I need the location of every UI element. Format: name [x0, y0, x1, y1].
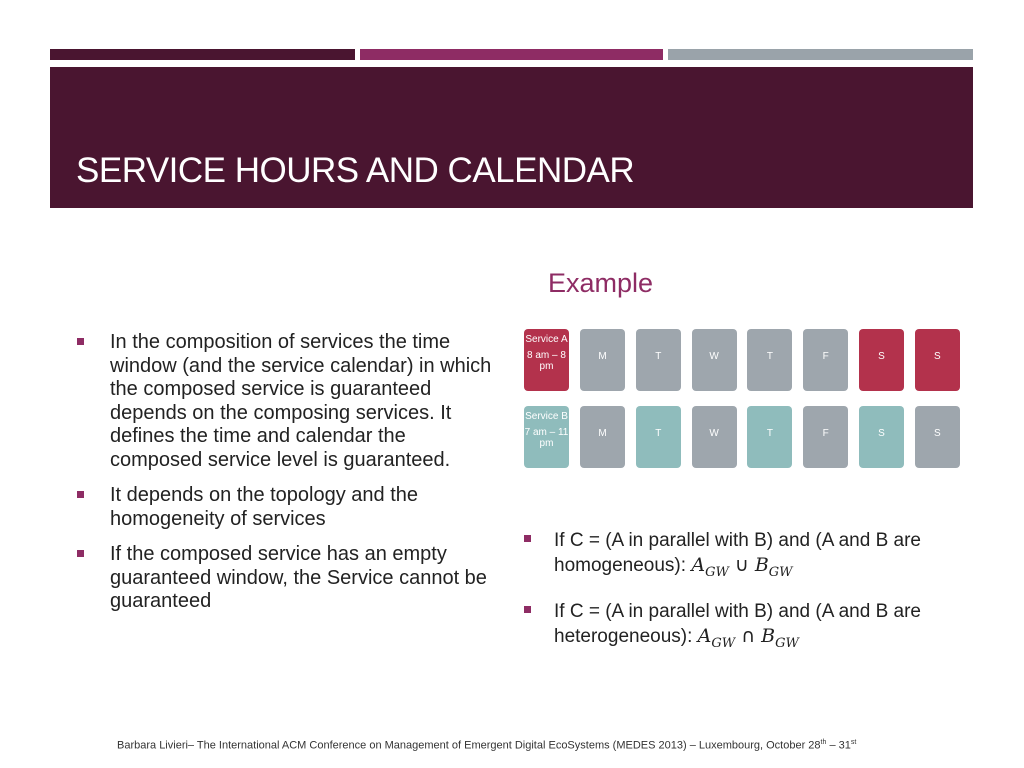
square-bullet-icon	[77, 491, 84, 498]
bullet-text: If the composed service has an empty guaranteed window, the Service cannot be guaranteed	[110, 543, 487, 612]
day-cell: W	[692, 329, 737, 391]
footer-citation: Barbara Livieri– The International ACM Conference on Management of Emergent Digital EcoSystems (MEDES 2013) – Luxembourg, October 28th – 31st	[117, 739, 857, 752]
bullet-item	[524, 528, 954, 585]
bullet-text	[554, 530, 921, 580]
day-cell: F	[803, 329, 848, 391]
bullet-text: It depends on the topology and the homogeneity of services	[110, 484, 419, 530]
day-cell: T	[636, 406, 681, 468]
bullet-text-main: If C = (A in parallel with B) and (A and B are heterogeneous):	[554, 600, 921, 647]
example-heading: Example	[548, 268, 654, 298]
day-cell: S	[915, 406, 960, 468]
day-cell: M	[580, 329, 625, 391]
math-expression-union: $A_{GW}$ ∪ $B_{GW}$	[691, 554, 793, 580]
bullet-text-main: If C = (A in parallel with B) and (A and B are homogeneous):	[554, 530, 921, 576]
bullet-text	[554, 600, 921, 651]
bullet-item	[77, 543, 497, 614]
bullet-item	[524, 599, 954, 656]
day-cell: T	[747, 406, 792, 468]
day-cell: W	[692, 406, 737, 468]
square-bullet-icon	[524, 606, 531, 613]
day-cell: T	[747, 329, 792, 391]
title-banner	[50, 67, 973, 208]
top-bar-magenta	[360, 49, 663, 60]
day-cell: F	[803, 406, 848, 468]
math-expression-intersection: $A_{GW}$ ∩ $B_{GW}$	[697, 624, 799, 651]
service-label-cell	[524, 329, 569, 391]
square-bullet-icon	[77, 550, 84, 557]
slide-title: SERVICE HOURS AND CALENDAR	[76, 151, 635, 190]
square-bullet-icon	[77, 338, 84, 345]
left-bullet-list	[77, 331, 497, 626]
day-cell: T	[636, 329, 681, 391]
service-name: Service A	[525, 334, 568, 345]
day-cell: S	[915, 329, 960, 391]
day-cell: M	[580, 406, 625, 468]
day-cell: S	[859, 329, 904, 391]
bullet-item	[77, 331, 497, 472]
square-bullet-icon	[524, 535, 531, 542]
bullet-text: In the composition of services the time window (and the service calendar) in which the composed service is guaranteed depends on the composing services. It defines the time and calendar the composed service level is guaranteed.	[110, 331, 492, 471]
top-bar-dark	[50, 49, 355, 60]
service-label-cell	[524, 406, 569, 468]
service-hours: 7 am – 11 pm	[524, 426, 569, 449]
day-cell: S	[859, 406, 904, 468]
top-bar-gray	[668, 49, 973, 60]
right-bullet-list	[524, 528, 954, 670]
bullet-item	[77, 484, 497, 531]
service-name: Service B	[525, 411, 568, 422]
service-hours: 8 am – 8 pm	[527, 349, 566, 372]
